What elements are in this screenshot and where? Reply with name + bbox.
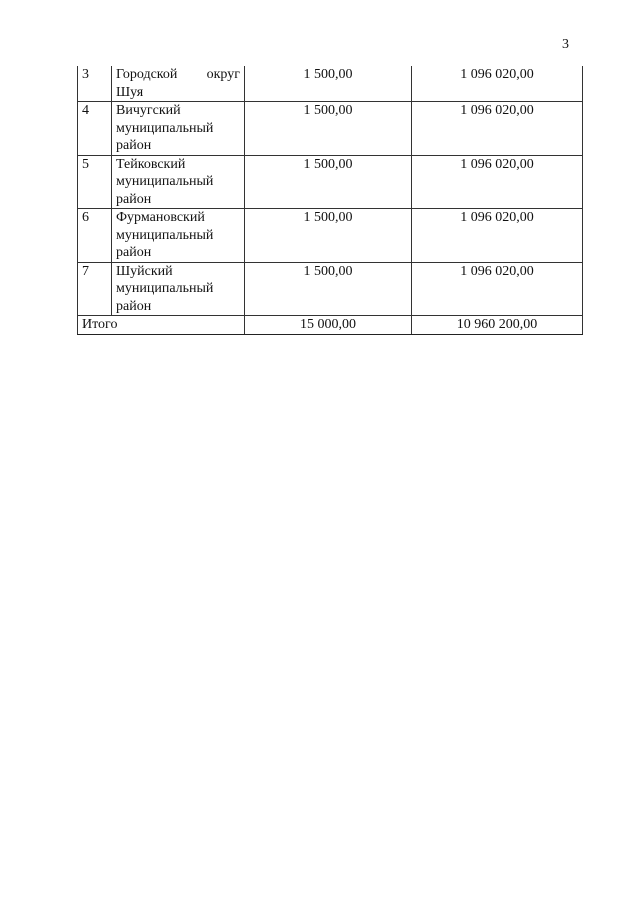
municipality-name — [112, 66, 245, 102]
municipality-name-line1: Тейковский — [116, 156, 186, 172]
total-value-a: 15 000,00 — [245, 316, 412, 335]
municipality-name — [112, 102, 245, 156]
value-b: 1 096 020,00 — [412, 262, 583, 316]
total-row — [78, 316, 583, 335]
municipality-name-line2: муниципальный район — [116, 281, 214, 314]
value-a: 1 500,00 — [245, 102, 412, 156]
municipality-name — [112, 262, 245, 316]
value-b: 1 096 020,00 — [412, 155, 583, 209]
row-number: 5 — [78, 155, 112, 209]
municipality-name-line1: Вичугский — [116, 103, 181, 118]
municipality-name — [112, 155, 245, 209]
table-footer — [78, 316, 583, 335]
table-row — [78, 66, 583, 102]
total-value-b: 10 960 200,00 — [412, 316, 583, 335]
municipality-name-line1: Фурмановский — [116, 210, 205, 225]
value-a: 1 500,00 — [245, 209, 412, 263]
value-b: 1 096 020,00 — [412, 209, 583, 263]
row-number: 7 — [78, 262, 112, 316]
value-a: 1 500,00 — [245, 262, 412, 316]
municipality-name — [112, 209, 245, 263]
row-number: 4 — [78, 102, 112, 156]
table-row — [78, 155, 583, 209]
table-body — [78, 66, 583, 316]
row-number: 6 — [78, 209, 112, 263]
municipality-name-line1: Городской округ — [116, 67, 240, 82]
value-b: 1 096 020,00 — [412, 66, 583, 102]
value-a: 1 500,00 — [245, 66, 412, 102]
municipality-name-line1: Шуйский — [116, 263, 173, 279]
table-row — [78, 262, 583, 316]
page-number: 3 — [562, 37, 569, 52]
value-a: 1 500,00 — [245, 155, 412, 209]
table-row — [78, 209, 583, 263]
total-label: Итого — [78, 316, 245, 335]
municipality-name-line2: муниципальный район — [116, 174, 214, 207]
row-number: 3 — [78, 66, 112, 102]
table-row — [78, 102, 583, 156]
value-b: 1 096 020,00 — [412, 102, 583, 156]
allocation-table — [77, 66, 583, 335]
municipality-name-line2: Шуя — [116, 84, 144, 100]
municipality-name-line2: муниципальный район — [116, 120, 214, 153]
municipality-name-line2: муниципальный район — [116, 227, 214, 260]
